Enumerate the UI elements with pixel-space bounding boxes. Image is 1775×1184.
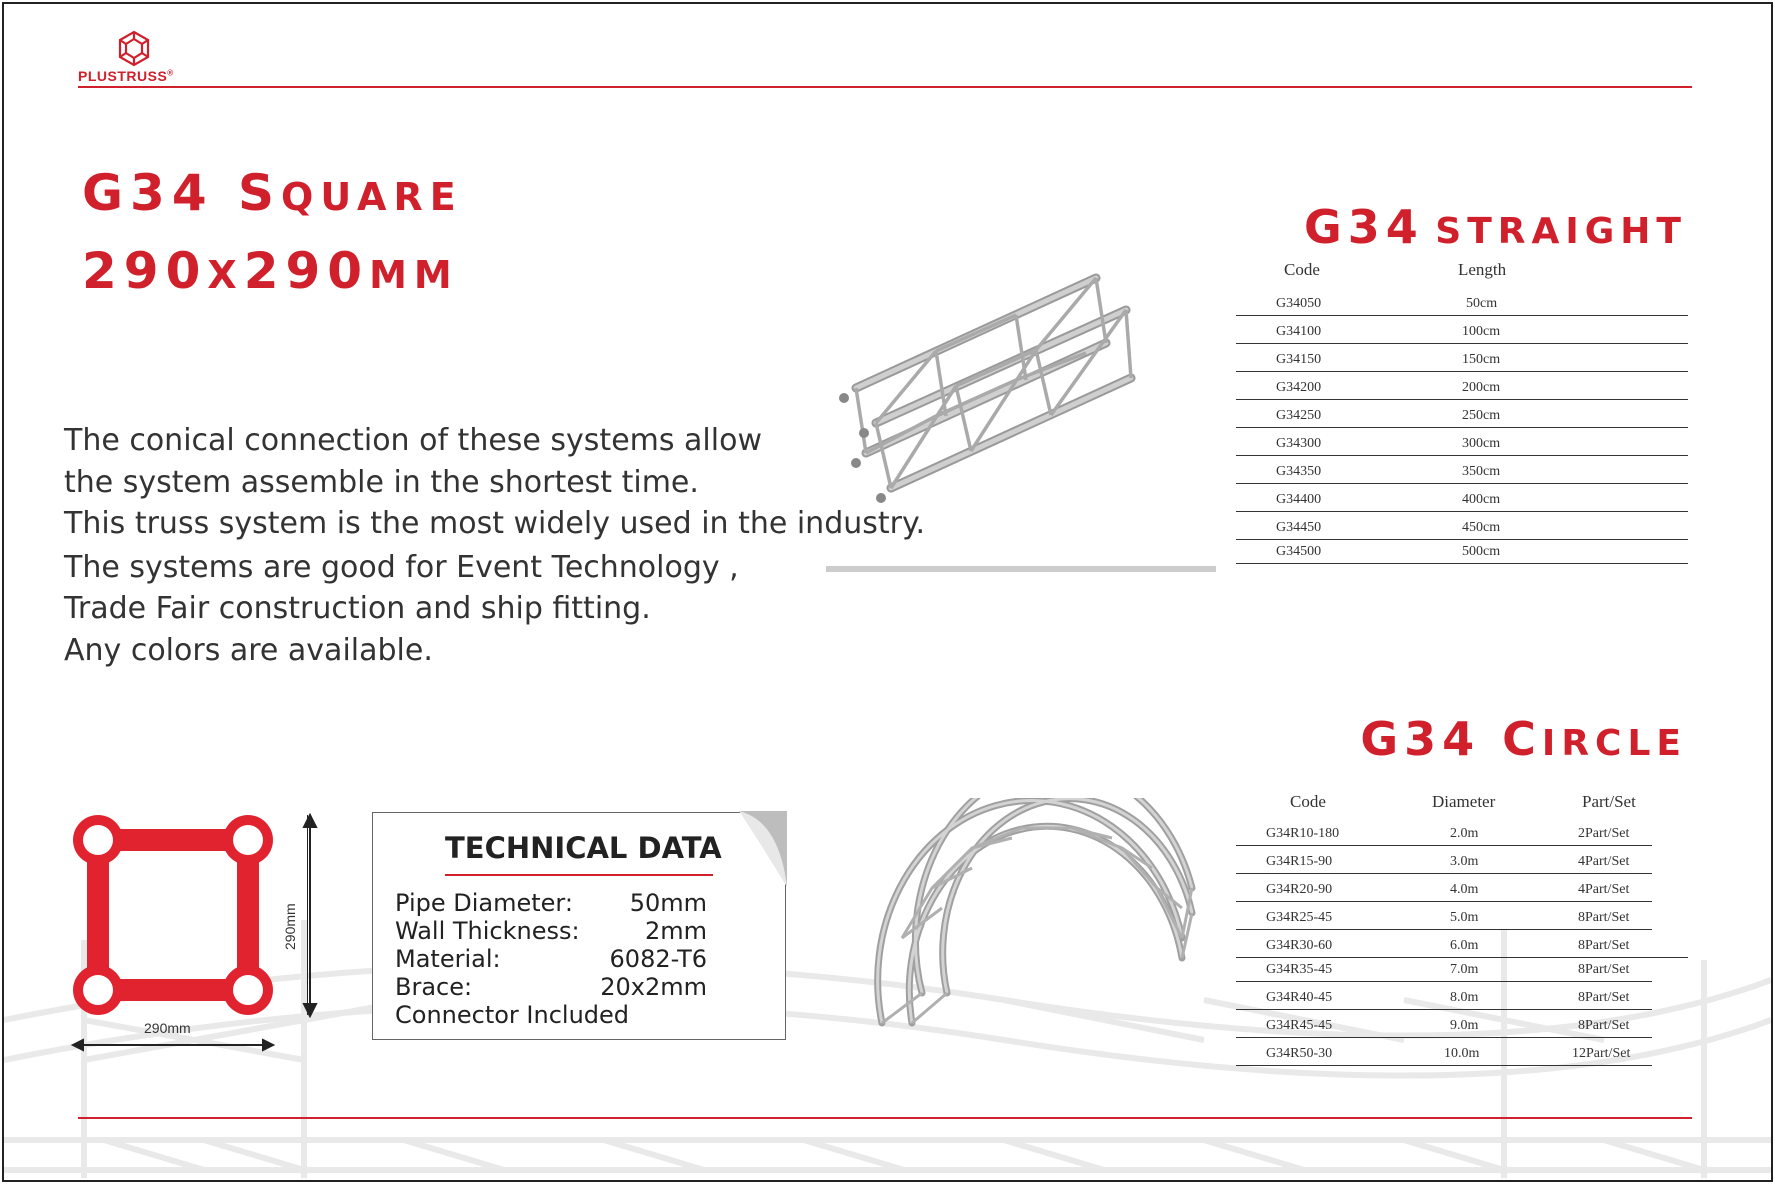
technical-data-card	[372, 812, 786, 1040]
table-row: G34R10-180 2.0m 2Part/Set	[1236, 818, 1652, 846]
table-row: G34300 300cm	[1236, 428, 1688, 456]
technical-data-title: TECHNICAL DATA	[445, 831, 722, 865]
product-title	[82, 164, 463, 324]
straight-truss-image	[826, 258, 1186, 543]
cross-section-height-arrow	[300, 813, 320, 1018]
table-row: G34R25-45 5.0m 8Part/Set	[1236, 902, 1652, 930]
cross-section-height-label: 290mm	[282, 903, 298, 950]
table-row: G34200 200cm	[1236, 372, 1688, 400]
table-row: G34500 500cm	[1236, 540, 1688, 564]
brand-logo	[78, 30, 198, 85]
plustruss-logo-icon	[114, 30, 154, 68]
straight-truss-shadow	[826, 566, 1216, 572]
table-row: G34R30-60 6.0m 8Part/Set	[1236, 930, 1688, 958]
tech-row-pipe-diameter: Pipe Diameter: 50mm	[395, 889, 707, 917]
description-line: The conical connection of these systems allow	[64, 423, 762, 458]
product-title-line-1: G34 SQUARE	[82, 164, 463, 222]
circle-header-diameter: Diameter	[1432, 792, 1496, 811]
circle-header-code: Code	[1290, 792, 1326, 811]
description-line: the system assemble in the shortest time.	[64, 464, 699, 500]
tech-row-wall-thickness: Wall Thickness: 2mm	[395, 917, 707, 945]
circle-table	[1236, 790, 1688, 1074]
table-row: G34R35-45 7.0m 8Part/Set	[1236, 958, 1652, 982]
straight-section-title: G34 STRAIGHT	[1303, 200, 1687, 254]
table-row: G34R50-30 10.0m 12Part/Set	[1236, 1038, 1652, 1066]
description-line: Trade Fair construction and ship fitting.	[64, 591, 651, 626]
brand-name: PLUSTRUSS®	[78, 68, 174, 84]
table-row: G34R45-45 9.0m 8Part/Set	[1236, 1010, 1652, 1038]
table-row: G34450 450cm	[1236, 512, 1688, 540]
straight-header-code: Code	[1284, 260, 1320, 279]
table-row: G34350 350cm	[1236, 456, 1688, 484]
header-rule	[78, 86, 1692, 88]
circle-header-part-set: Part/Set	[1582, 792, 1636, 811]
technical-data-rule	[445, 874, 713, 876]
footer-rule	[78, 1117, 1692, 1119]
circle-section-title: G34 CIRCLE	[1360, 712, 1687, 766]
tech-row-connector: Connector Included	[395, 1001, 630, 1029]
description-line: The systems are good for Event Technology ,	[64, 549, 739, 585]
product-description	[64, 420, 925, 671]
table-row: G34400 400cm	[1236, 484, 1688, 512]
page-curl-graphic	[739, 811, 787, 887]
straight-header-length: Length	[1458, 260, 1507, 279]
table-row: G34100 100cm	[1236, 316, 1688, 344]
table-row: G34050 50cm	[1236, 288, 1688, 316]
table-row: G34150 150cm	[1236, 344, 1688, 372]
tech-row-material: Material: 6082-T6	[395, 945, 707, 973]
description-line: Any colors are available.	[64, 632, 433, 668]
table-row: G34R40-45 8.0m 8Part/Set	[1236, 982, 1652, 1010]
cross-section-width-label: 290mm	[144, 1020, 191, 1036]
circle-truss-image	[862, 798, 1222, 1033]
product-title-line-2: 290X290MM	[82, 242, 459, 300]
description-line: This truss system is the most widely used in the industry.	[64, 506, 925, 541]
tech-row-brace: Brace: 20x2mm	[395, 973, 707, 1001]
table-row: G34R20-90 4.0m 4Part/Set	[1236, 874, 1652, 902]
straight-table	[1236, 258, 1688, 570]
table-row: G34250 250cm	[1236, 400, 1688, 428]
table-row: G34R15-90 3.0m 4Part/Set	[1236, 846, 1652, 874]
